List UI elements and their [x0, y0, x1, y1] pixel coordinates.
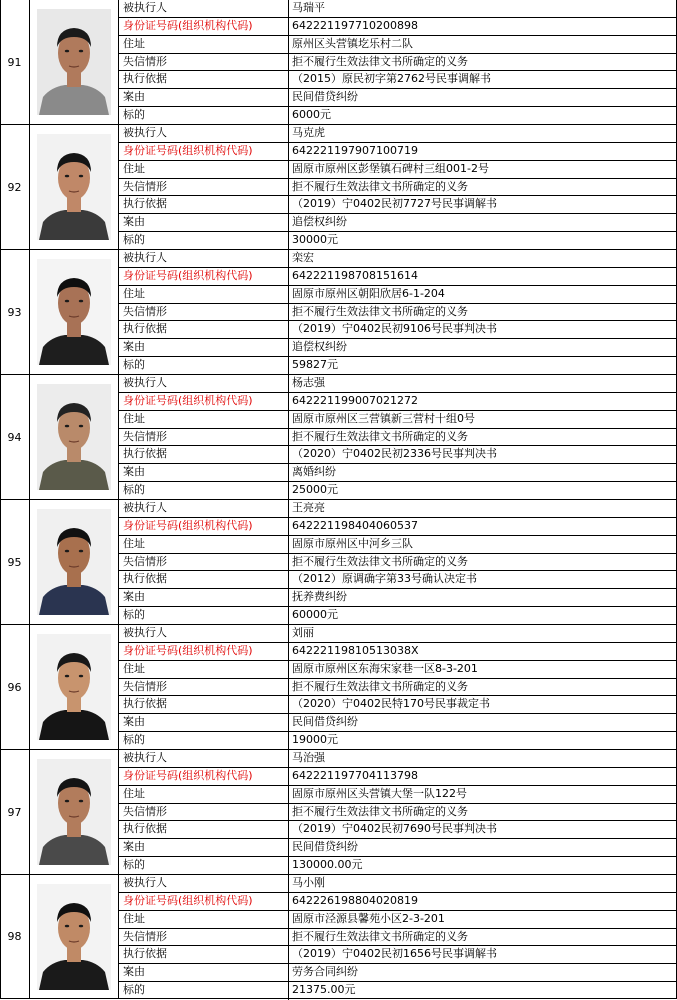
- label-name: 被执行人: [119, 625, 289, 642]
- row-cause: [119, 714, 677, 732]
- record-fields: [119, 0, 677, 124]
- record-block: [0, 250, 677, 375]
- value-situation: 拒不履行生效法律文书所确定的义务: [292, 804, 468, 818]
- label-id: 身份证号码(组织机构代码): [119, 643, 289, 660]
- value-basis: （2019）宁0402民初7727号民事调解书: [292, 197, 497, 211]
- label-situation: 失信情形: [119, 304, 289, 321]
- label-address: 住址: [119, 286, 289, 303]
- value-situation: 拒不履行生效法律文书所确定的义务: [292, 179, 468, 193]
- photo-cell: [30, 0, 119, 124]
- value-address: 固原市泾源县馨苑小区2-3-201: [292, 911, 445, 925]
- value-basis: （2019）宁0402民初1656号民事调解书: [292, 947, 497, 961]
- label-amount: 标的: [119, 482, 289, 500]
- record-number: 96: [0, 625, 30, 749]
- portrait-illustration: [37, 509, 111, 615]
- record-number: 92: [0, 125, 30, 249]
- row-name: [119, 750, 677, 768]
- value-cause: 抚养费纠纷: [292, 590, 347, 604]
- record-number: 94: [0, 375, 30, 499]
- label-amount: 标的: [119, 857, 289, 875]
- right-eye-shape: [79, 300, 83, 303]
- label-id: 身份证号码(组织机构代码): [119, 393, 289, 410]
- row-id: [119, 268, 677, 286]
- row-basis: [119, 571, 677, 589]
- portrait-illustration: [37, 9, 111, 115]
- person-photo: [37, 9, 111, 115]
- row-id: [119, 518, 677, 536]
- value-basis: （2020）宁0402民特170号民事裁定书: [292, 697, 490, 711]
- label-amount: 标的: [119, 357, 289, 375]
- label-basis: 执行依据: [119, 946, 289, 963]
- row-basis: [119, 696, 677, 714]
- row-name: [119, 250, 677, 268]
- label-address: 住址: [119, 786, 289, 803]
- label-cause: 案由: [119, 89, 289, 106]
- label-name: 被执行人: [119, 375, 289, 392]
- value-amount: 25000元: [292, 483, 338, 497]
- value-amount: 6000元: [292, 108, 331, 122]
- photo-cell: [30, 500, 119, 624]
- label-cause: 案由: [119, 464, 289, 481]
- record-fields: [119, 750, 677, 874]
- right-eye-shape: [79, 800, 83, 803]
- label-amount: 标的: [119, 732, 289, 750]
- value-basis: （2020）宁0402民初2336号民事判决书: [292, 447, 497, 461]
- row-basis: [119, 946, 677, 964]
- record-fields: [119, 500, 677, 624]
- value-amount: 19000元: [292, 733, 338, 747]
- right-eye-shape: [79, 675, 83, 678]
- label-situation: 失信情形: [119, 54, 289, 71]
- row-cause: [119, 464, 677, 482]
- value-name: 马克虎: [292, 126, 325, 139]
- record-number: 95: [0, 500, 30, 624]
- row-situation: [119, 679, 677, 697]
- row-amount: [119, 232, 677, 250]
- value-cause: 劳务合同纠纷: [292, 965, 358, 979]
- row-situation: [119, 804, 677, 822]
- value-cause: 追偿权纠纷: [292, 340, 347, 354]
- value-amount: 21375.00元: [292, 983, 356, 997]
- label-address: 住址: [119, 536, 289, 553]
- value-basis: （2015）原民初字第2762号民事调解书: [292, 72, 491, 86]
- label-amount: 标的: [119, 607, 289, 625]
- row-amount: [119, 607, 677, 625]
- row-basis: [119, 196, 677, 214]
- value-basis: （2019）宁0402民初9106号民事判决书: [292, 322, 497, 336]
- value-address: 固原市原州区彭堡镇石碑村三组001-2号: [292, 161, 489, 175]
- photo-cell: [30, 750, 119, 874]
- label-address: 住址: [119, 411, 289, 428]
- label-situation: 失信情形: [119, 179, 289, 196]
- value-basis: （2012）原调确字第33号确认决定书: [292, 572, 477, 586]
- row-address: [119, 286, 677, 304]
- person-photo: [37, 884, 111, 990]
- label-basis: 执行依据: [119, 696, 289, 713]
- label-name: 被执行人: [119, 500, 289, 517]
- label-address: 住址: [119, 911, 289, 928]
- label-basis: 执行依据: [119, 321, 289, 338]
- photo-cell: [30, 875, 119, 998]
- label-amount: 标的: [119, 232, 289, 250]
- photo-cell: [30, 625, 119, 749]
- record-block: [0, 500, 677, 625]
- value-situation: 拒不履行生效法律文书所确定的义务: [292, 429, 468, 443]
- value-amount: 30000元: [292, 233, 338, 247]
- right-eye-shape: [79, 50, 83, 53]
- label-basis: 执行依据: [119, 196, 289, 213]
- value-name: 王亮亮: [292, 501, 325, 514]
- value-name: 栾宏: [292, 251, 314, 264]
- value-address: 固原市原州区三营镇新三营村十组0号: [292, 411, 475, 425]
- row-address: [119, 911, 677, 929]
- label-name: 被执行人: [119, 875, 289, 892]
- label-id: 身份证号码(组织机构代码): [119, 518, 289, 535]
- value-address: 固原市原州区头营镇大堡一队122号: [292, 786, 467, 800]
- value-cause: 离婚纠纷: [292, 465, 336, 479]
- record-block: [0, 0, 677, 125]
- label-basis: 执行依据: [119, 71, 289, 88]
- row-address: [119, 536, 677, 554]
- row-address: [119, 411, 677, 429]
- photo-cell: [30, 250, 119, 374]
- value-amount: 60000元: [292, 608, 338, 622]
- label-name: 被执行人: [119, 250, 289, 267]
- label-address: 住址: [119, 661, 289, 678]
- portrait-illustration: [37, 884, 111, 990]
- value-amount: 130000.00元: [292, 858, 363, 872]
- row-address: [119, 786, 677, 804]
- value-name: 马治强: [292, 751, 325, 764]
- label-address: 住址: [119, 161, 289, 178]
- record-number: 98: [0, 875, 30, 998]
- right-eye-shape: [79, 924, 83, 927]
- row-situation: [119, 179, 677, 197]
- value-situation: 拒不履行生效法律文书所确定的义务: [292, 679, 468, 693]
- label-address: 住址: [119, 36, 289, 53]
- row-id: [119, 143, 677, 161]
- record-fields: [119, 125, 677, 249]
- row-amount: [119, 107, 677, 125]
- record-number: 91: [0, 0, 30, 124]
- row-address: [119, 661, 677, 679]
- label-cause: 案由: [119, 339, 289, 356]
- value-cause: 民间借贷纠纷: [292, 715, 358, 729]
- value-cause: 民间借贷纠纷: [292, 840, 358, 854]
- row-name: [119, 125, 677, 143]
- value-name: 刘丽: [292, 626, 314, 639]
- value-id: 642226198804020819: [292, 893, 418, 907]
- person-photo: [37, 259, 111, 365]
- row-id: [119, 393, 677, 411]
- label-situation: 失信情形: [119, 554, 289, 571]
- label-basis: 执行依据: [119, 571, 289, 588]
- label-situation: 失信情形: [119, 429, 289, 446]
- row-id: [119, 768, 677, 786]
- person-photo: [37, 134, 111, 240]
- row-cause: [119, 339, 677, 357]
- value-address: 固原市原州区中河乡三队: [292, 536, 413, 550]
- value-id: 642221199007021272: [292, 393, 418, 407]
- value-cause: 追偿权纠纷: [292, 215, 347, 229]
- label-cause: 案由: [119, 589, 289, 606]
- right-eye-shape: [79, 550, 83, 553]
- label-situation: 失信情形: [119, 804, 289, 821]
- label-situation: 失信情形: [119, 929, 289, 946]
- row-address: [119, 36, 677, 54]
- label-id: 身份证号码(组织机构代码): [119, 268, 289, 285]
- row-cause: [119, 214, 677, 232]
- left-eye-shape: [65, 550, 69, 553]
- label-name: 被执行人: [119, 750, 289, 767]
- person-photo: [37, 634, 111, 740]
- photo-cell: [30, 375, 119, 499]
- left-eye-shape: [65, 175, 69, 178]
- label-cause: 案由: [119, 214, 289, 231]
- right-eye-shape: [79, 175, 83, 178]
- row-basis: [119, 446, 677, 464]
- row-cause: [119, 839, 677, 857]
- record-fields: [119, 375, 677, 499]
- left-eye-shape: [65, 800, 69, 803]
- portrait-illustration: [37, 759, 111, 865]
- row-cause: [119, 589, 677, 607]
- left-eye-shape: [65, 924, 69, 927]
- value-situation: 拒不履行生效法律文书所确定的义务: [292, 554, 468, 568]
- label-name: 被执行人: [119, 125, 289, 142]
- right-eye-shape: [79, 425, 83, 428]
- label-name: 被执行人: [119, 0, 289, 17]
- label-cause: 案由: [119, 964, 289, 981]
- row-id: [119, 893, 677, 911]
- label-amount: 标的: [119, 982, 289, 1000]
- row-basis: [119, 71, 677, 89]
- value-situation: 拒不履行生效法律文书所确定的义务: [292, 929, 468, 943]
- row-amount: [119, 732, 677, 750]
- label-id: 身份证号码(组织机构代码): [119, 18, 289, 35]
- person-photo: [37, 384, 111, 490]
- person-photo: [37, 759, 111, 865]
- value-basis: （2019）宁0402民初7690号民事判决书: [292, 822, 497, 836]
- row-situation: [119, 554, 677, 572]
- record-fields: [119, 875, 677, 998]
- row-amount: [119, 982, 677, 1000]
- label-basis: 执行依据: [119, 821, 289, 838]
- value-address: 原州区头营镇圪乐村二队: [292, 36, 413, 50]
- label-cause: 案由: [119, 839, 289, 856]
- row-id: [119, 18, 677, 36]
- record-block: [0, 125, 677, 250]
- left-eye-shape: [65, 50, 69, 53]
- record-block: [0, 750, 677, 875]
- row-id: [119, 643, 677, 661]
- value-name: 马小刚: [292, 876, 325, 889]
- row-amount: [119, 857, 677, 875]
- photo-cell: [30, 125, 119, 249]
- row-amount: [119, 357, 677, 375]
- row-name: [119, 375, 677, 393]
- row-cause: [119, 89, 677, 107]
- value-id: 642221197704113798: [292, 768, 418, 782]
- value-id: 642221198708151614: [292, 268, 418, 282]
- row-name: [119, 875, 677, 893]
- portrait-illustration: [37, 259, 111, 365]
- value-name: 马瑞平: [292, 1, 325, 14]
- row-name: [119, 500, 677, 518]
- portrait-illustration: [37, 134, 111, 240]
- person-photo: [37, 509, 111, 615]
- left-eye-shape: [65, 425, 69, 428]
- row-amount: [119, 482, 677, 500]
- label-amount: 标的: [119, 107, 289, 125]
- left-eye-shape: [65, 300, 69, 303]
- value-id: 642221198404060537: [292, 518, 418, 532]
- label-id: 身份证号码(组织机构代码): [119, 893, 289, 910]
- value-address: 固原市原州区朝阳欣居6-1-204: [292, 286, 445, 300]
- left-eye-shape: [65, 675, 69, 678]
- row-cause: [119, 964, 677, 982]
- row-basis: [119, 321, 677, 339]
- value-id: 642221197907100719: [292, 143, 418, 157]
- record-block: [0, 375, 677, 500]
- row-situation: [119, 929, 677, 947]
- value-address: 固原市原州区东海宋家巷一区8-3-201: [292, 661, 478, 675]
- row-name: [119, 0, 677, 18]
- record-number: 93: [0, 250, 30, 374]
- label-cause: 案由: [119, 714, 289, 731]
- value-situation: 拒不履行生效法律文书所确定的义务: [292, 54, 468, 68]
- value-id: 64222119810513038X: [292, 643, 419, 657]
- row-basis: [119, 821, 677, 839]
- record-block: [0, 625, 677, 750]
- record-block: [0, 875, 677, 999]
- portrait-illustration: [37, 384, 111, 490]
- label-situation: 失信情形: [119, 679, 289, 696]
- record-fields: [119, 250, 677, 374]
- value-situation: 拒不履行生效法律文书所确定的义务: [292, 304, 468, 318]
- value-amount: 59827元: [292, 358, 338, 372]
- value-id: 642221197710200898: [292, 18, 418, 32]
- record-number: 97: [0, 750, 30, 874]
- row-situation: [119, 54, 677, 72]
- row-situation: [119, 304, 677, 322]
- row-situation: [119, 429, 677, 447]
- row-name: [119, 625, 677, 643]
- label-basis: 执行依据: [119, 446, 289, 463]
- value-cause: 民间借贷纠纷: [292, 90, 358, 104]
- portrait-illustration: [37, 634, 111, 740]
- record-fields: [119, 625, 677, 749]
- value-name: 杨志强: [292, 376, 325, 389]
- label-id: 身份证号码(组织机构代码): [119, 143, 289, 160]
- label-id: 身份证号码(组织机构代码): [119, 768, 289, 785]
- row-address: [119, 161, 677, 179]
